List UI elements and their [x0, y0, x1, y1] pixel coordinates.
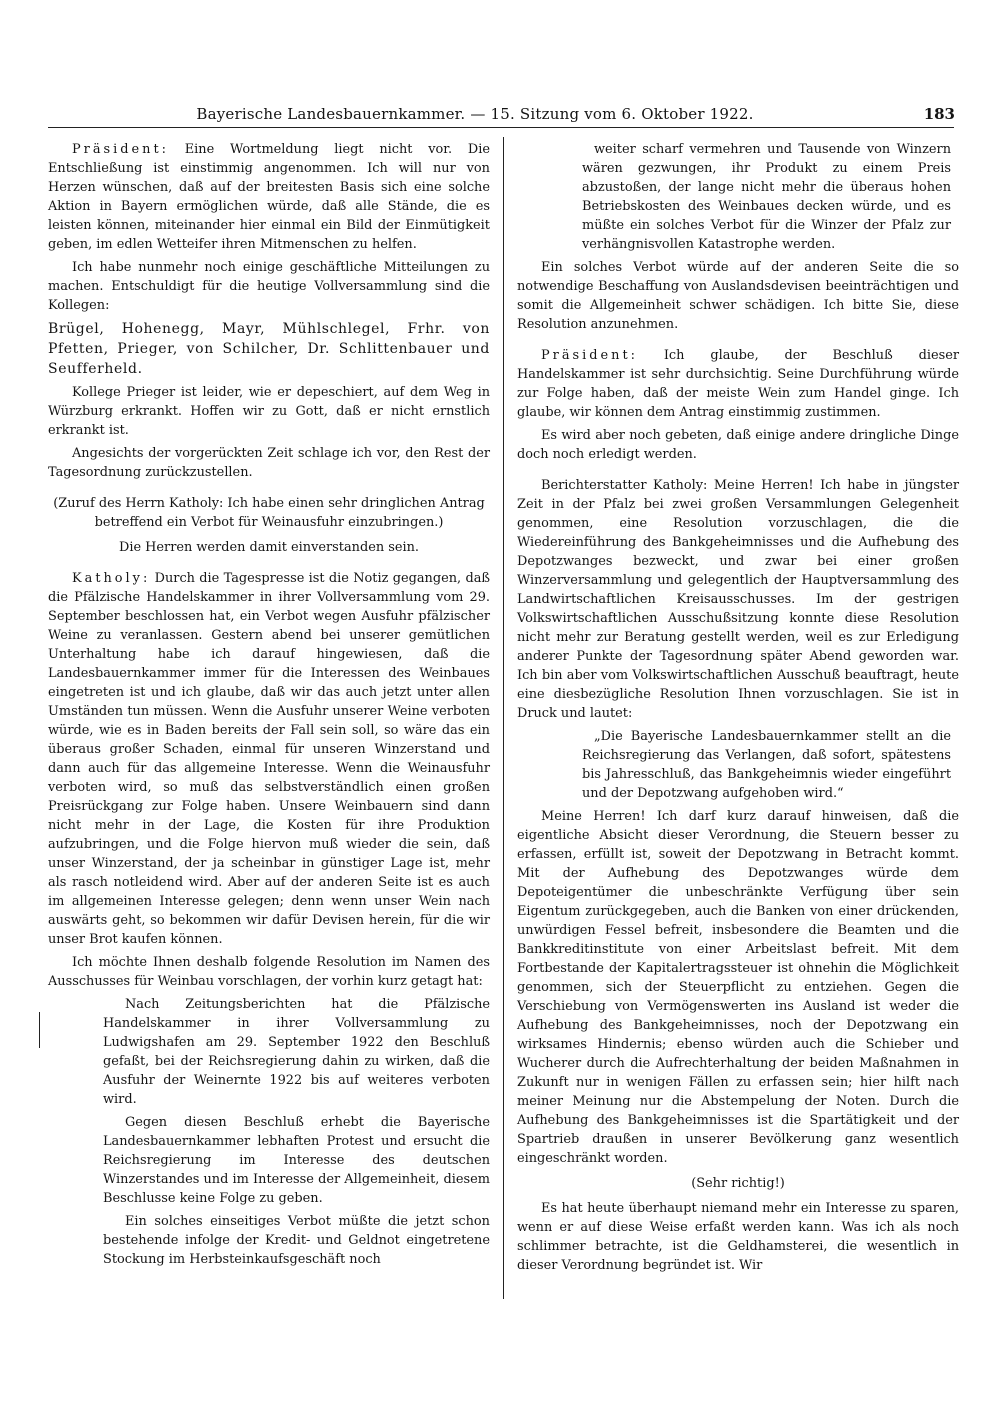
- resolution-quote: Nach Zeitungsberichten hat die Pfälzische Handelskammer in ihrer Vollversammlung zu Ludwigshafen am 29. September 1922 den Beschluß gefaßt, bei der Reichsregierung dahin zu wirken, daß die Ausfuhr der Weinernte 1922 bis auf weiteres verboten wird.: [103, 997, 490, 1107]
- paragraph-text: Eine Wortmeldung liegt nicht vor. Die Entschließung ist einstimmig angenommen. Ich will nur von Herzen wünschen, daß auf der breitesten Basis sich eine solche Aktion in Bayern ermöglichen würde, daß alle Stände, die es leisten können, miteinander hier einmal ein Bild der Einmütigkeit geben, im edlen Wetteifer ihren Mitmenschen zu helfen.: [48, 142, 490, 252]
- speaker-name: Katholy:: [72, 571, 151, 586]
- paragraph: [48, 569, 490, 949]
- resolution-quote: Ein solches einseitiges Verbot müßte die jetzt schon bestehende infolge der Kredit- und Geldnot eingetretene Stockung im Herbsteinkaufsgeschäft noch: [103, 1214, 490, 1267]
- paragraph: [517, 476, 959, 723]
- paragraph: [517, 346, 959, 422]
- paragraph-text: Meine Herren! Ich habe in jüngster Zeit in der Pfalz bei zwei großen Versammlungen Gelegenheit genommen, eine Resolution vorzuschlagen, die die Wiedereinführung des Bankgeheimnisses und die Aufhebung des Depotzwanges bezweckt, und zwar bei einer großen Winzerversammlung und gelegentlich der Hauptversammlung des Landwirtschaftlichen Kreisausschusses. Im der gestrigen Volkswirtschaftlichen Ausschußsitzung konnte diese Resolution nicht mehr zur Beratung gestellt werden, weil es zur Erledigung anderer Punkte der Tagesordnung später Abend geworden war. Ich bin aber vom Volkswirtschaftlichen Ausschuß beauftragt, heute eine diesbezügliche Resolution Ihnen vorzuschlagen. Sie ist in Druck und lautet:: [517, 478, 959, 721]
- running-title: Bayerische Landesbauernkammer. — 15. Sitzung vom 6. Oktober 1922.: [196, 105, 754, 123]
- paragraph: Ein solches Verbot würde auf der anderen Seite die so notwendige Beschaffung von Auslandsdevisen beeinträchtigen und somit die Allgemeinheit schwer schädigen. Ich bitte Sie, diese Resolution anzunehmen.: [517, 260, 959, 332]
- column-divider: [503, 137, 504, 1299]
- paragraph: Es wird aber noch gebeten, daß einige andere dringliche Dinge doch noch erledigt werden.: [517, 428, 959, 462]
- paragraph: Kollege Prieger ist leider, wie er depeschiert, auf dem Weg in Würzburg erkrankt. Hoffen wir zu Gott, daß er nicht ernstlich erkrankt ist.: [48, 385, 490, 438]
- speaker-name: Berichterstatter Katholy:: [541, 478, 708, 493]
- right-column: [517, 140, 959, 1279]
- paragraph: Meine Herren! Ich darf kurz darauf hinweisen, daß die eigentliche Absicht dieser Verordnung, die Steuern besser zu erfassen, erfüllt ist, soweit der Depotzwang in Betracht kommt. Mit der Aufhebung des Depotzwanges würde dem Depoteigentümer die unbeschränkte Verfügung über sein Eigentum zurückgegeben, auch die Banken von einer drückenden, unwürdigen Fessel befreit, insbesondere die Beamten und die Bankkreditinstitute von einer Arbeitslast befreit. Mit dem Fortbestande der Kapitalertragssteuer ist ohnehin die Möglichkeit genommen, sich der Steuerpflicht zu entziehen. Gegen die Verschiebung von Vermögenswerten ins Ausland ist weder die Aufhebung des Bankgeheimnisses, noch der Depotzwang ein wirksames Hindernis; ebenso würden auch die Schieber und Wucherer durch die Aufrechterhaltung der beiden Maßnahmen in Zukunft nur in wenigen Fällen zu erfassen sein; hier hilft nach meiner Meinung nur die Abstempelung der Noten. Durch die Aufhebung des Bankgeheimnisses ist die Spartätigkeit und der Spartrieb draußen in unserer Bevölkerung ganz wesentlich eingeschränkt worden.: [517, 809, 959, 1166]
- excused-members: Brügel, Hohenegg, Mayr, Mühlschlegel, Frhr. von Pfetten, Prieger, von Schilcher, Dr. Schlittenbauer und Seufferheld.: [48, 321, 490, 377]
- paragraph: Die Herren werden damit einverstanden sein.: [118, 540, 420, 555]
- resolution-quote: weiter scharf vermehren und Tausende von Winzern wären gezwungen, ihr Produkt zu einem Preis abzustoßen, der lange nicht mehr die überaus hohen Betriebskosten des Weinbaues decken würde, und es müßte ein solches Verbot für die Winzer der Pfalz zur verhängnisvollen Katastrophe werden.: [582, 142, 951, 252]
- margin-bar-mark: [39, 1012, 40, 1048]
- interjection: (Zuruf des Herrn Katholy: Ich habe einen sehr dringlichen Antrag betreffend ein Verbot für Weinausfuhr einzubringen.): [53, 496, 485, 530]
- interjection: (Sehr richtig!): [691, 1176, 785, 1191]
- paragraph: Ich möchte Ihnen deshalb folgende Resolution im Namen des Ausschusses für Weinbau vorschlagen, der vorhin kurz getagt hat:: [48, 955, 490, 989]
- paragraph: [48, 140, 490, 254]
- speaker-name: Präsident:: [72, 142, 169, 157]
- paragraph-text: Durch die Tagespresse ist die Notiz gegangen, daß die Pfälzische Handelskammer in ihrer Vollversammlung vom 29. September beschlossen hat, ein Verbot wegen Ausfuhr pfälzischer Weine zu veranlassen. Gestern abend bei unserer gemütlichen Unterhaltung habe ich darauf hingewiesen, daß die Landesbauernkammer immer für die Interessen des Weinbaues eingetreten ist und ich glaube, daß wir das auch jetzt unter allen Umständen tun müssen. Wenn die Ausfuhr unserer Weine verboten würde, wie es in Baden bereits der Fall sein soll, so wäre das ein überaus großer Schaden, einmal für unseren Winzerstand und dann auch für das allgemeine Interesse. Wenn die Weinausfuhr verboten wird, so muß das selbstverständlich einen großen Preisrückgang zur Folge haben. Unsere Weinbauern sind dann nicht mehr in der Lage, die Kosten für ihre Produktion aufzubringen, und die Folge hiervon muß wieder die sein, daß unser Winzerstand, der ja scheinbar in günstiger Lage ist, mehr als rasch notleidend wird. Aber auf der anderen Seite ist es auch im allgemeinen Interesse gelegen; denn wenn unser Wein nach auswärts geht, so bekommen wir dafür Devisen herein, für die wir unser Brot kaufen können.: [48, 571, 490, 947]
- resolution-quote: „Die Bayerische Landesbauernkammer stellt an die Reichsregierung das Verlangen, daß sofort, spätestens bis Jahresschluß, das Bankgeheimnis wieder eingeführt und der Depotzwang aufgehoben wird.“: [582, 729, 951, 801]
- page-number: 183: [923, 105, 955, 123]
- paragraph-text: Ich glaube, der Beschluß dieser Handelskammer ist sehr durchsichtig. Seine Durchführung würde zur Folge haben, daß der meiste Wein zum Handel ginge. Ich glaube, wir können dem Antrag einstimmig zustimmen.: [517, 348, 959, 420]
- page-header: [55, 103, 955, 127]
- header-rule: [48, 127, 954, 128]
- paragraph: Angesichts der vorgerückten Zeit schlage ich vor, den Rest der Tagesordnung zurückzustellen.: [48, 446, 490, 480]
- speaker-name: Präsident:: [541, 348, 638, 363]
- paragraph: Ich habe nunmehr noch einige geschäftliche Mitteilungen zu machen. Entschuldigt für die heutige Vollversammlung sind die Kollegen:: [48, 260, 490, 313]
- paragraph: Es hat heute überhaupt niemand mehr ein Interesse zu sparen, wenn er auf diese Weise erfaßt werden kann. Was ich als noch schlimmer betrachte, ist die Geldhamsterei, die wesentlich in dieser Verordnung begründet ist. Wir: [517, 1201, 959, 1273]
- resolution-quote: Gegen diesen Beschluß erhebt die Bayerische Landesbauernkammer lebhaften Protest und ersucht die Reichsregierung im Interesse des deutschen Winzerstandes und im Interesse der Allgemeinheit, diesem Beschlusse keine Folge zu geben.: [103, 1115, 490, 1206]
- left-column: [48, 140, 490, 1273]
